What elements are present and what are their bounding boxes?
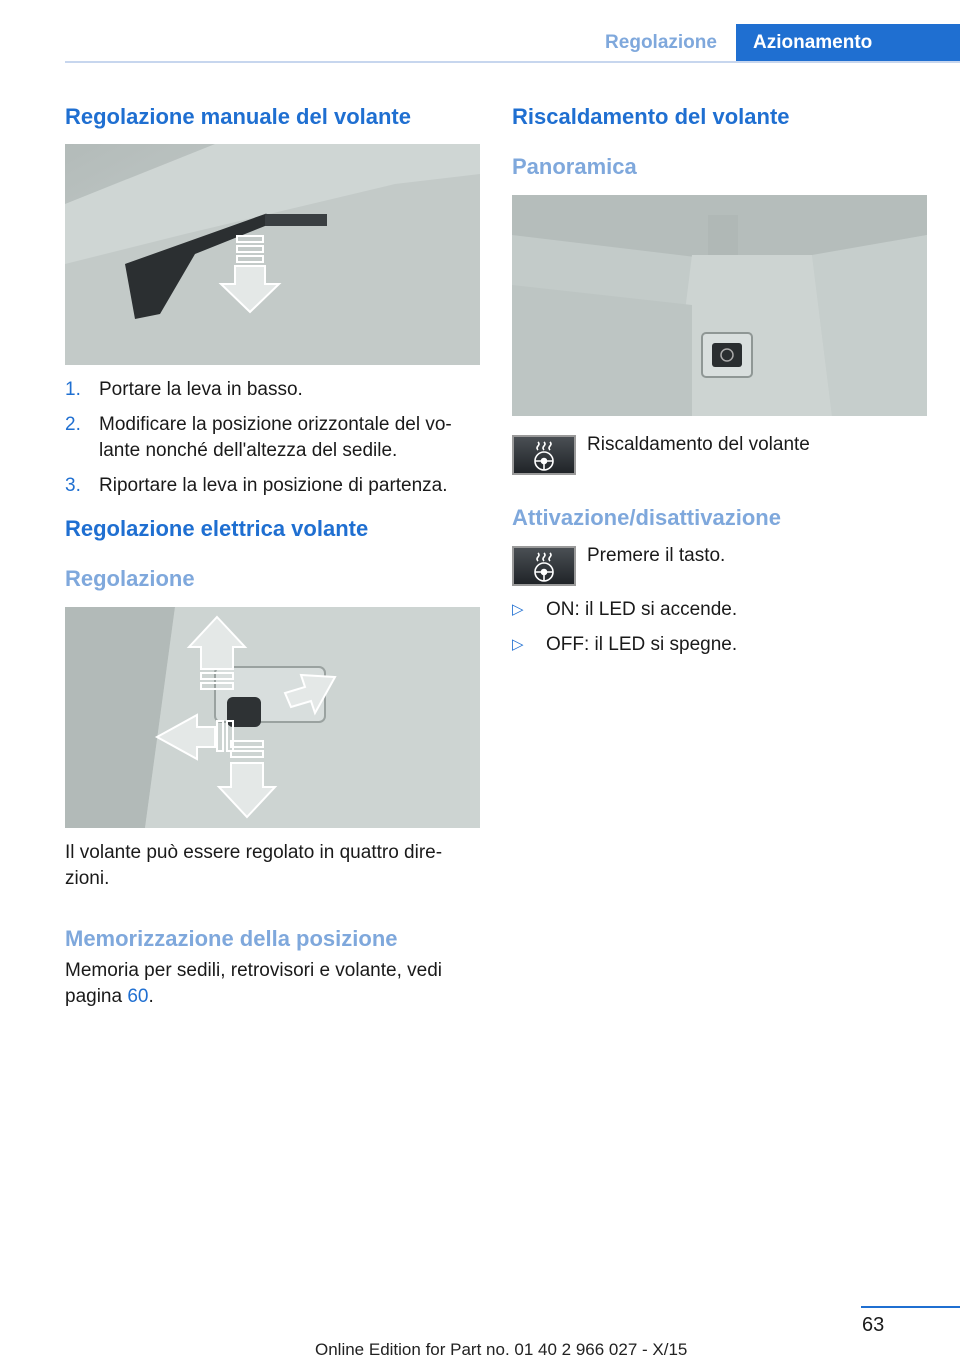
memory-subtitle: Memorizzazione della posizione [65,926,398,951]
onoff-subtitle: Attivazione/disattivazione [512,505,781,530]
page-60-link[interactable]: 60 [127,986,149,1007]
manual-adjust-title: Regolazione manuale del volante [65,104,411,129]
memory-period: . [148,986,154,1007]
adjust-subtitle: Regolazione [65,566,195,591]
lever-photo [65,144,480,365]
memory-text: Memoria per sedili, retrovisori e volante, vedi pagina [65,960,442,1007]
step-text: Modificare la posizione orizzontale del vo‐ lante nonché dell'altezza del sedile. [99,414,452,461]
step-item [65,412,480,464]
step-text: Portare la leva in basso. [99,379,303,400]
step-text: Riportare la leva in posizione di partenza. [99,475,448,496]
memory-description [65,958,475,1010]
heating-button-photo [512,195,927,416]
led-status-list [512,597,927,667]
bullet-text: ON: il LED si accende. [546,599,738,620]
step-number: 1. [65,379,81,400]
step-item [65,377,480,403]
heating-icon-label: Riscaldamento del volante [587,434,810,455]
list-item [512,632,927,658]
electric-adjust-photo [65,607,480,828]
triangle-right-icon: ▷ [512,601,524,618]
header-section-tab[interactable]: Regolazione [605,32,717,53]
press-button-text: Premere il tasto. [587,545,726,566]
list-item [512,597,927,623]
step-item [65,473,480,499]
footer-rule [861,1306,960,1308]
step-number: 3. [65,475,81,496]
steering-wheel-heating-icon [512,435,576,475]
adjust-description: Il volante può essere regolato in quattro dire‐ zioni. [65,842,443,889]
manual-steps-list [65,377,480,508]
step-number: 2. [65,414,81,435]
header-rule [65,61,960,63]
electric-adjust-title: Regolazione elettrica volante [65,516,369,541]
steering-wheel-heating-icon [512,546,576,586]
bullet-text: OFF: il LED si spegne. [546,634,738,655]
wheel-heating-title: Riscaldamento del volante [512,104,790,129]
header-chapter-tab[interactable]: Azionamento [736,24,960,61]
edition-note: Online Edition for Part no. 01 40 2 966 027 - X/15 [315,1340,688,1359]
overview-subtitle: Panoramica [512,154,637,179]
triangle-right-icon: ▷ [512,636,524,653]
page-number: 63 [862,1314,885,1336]
